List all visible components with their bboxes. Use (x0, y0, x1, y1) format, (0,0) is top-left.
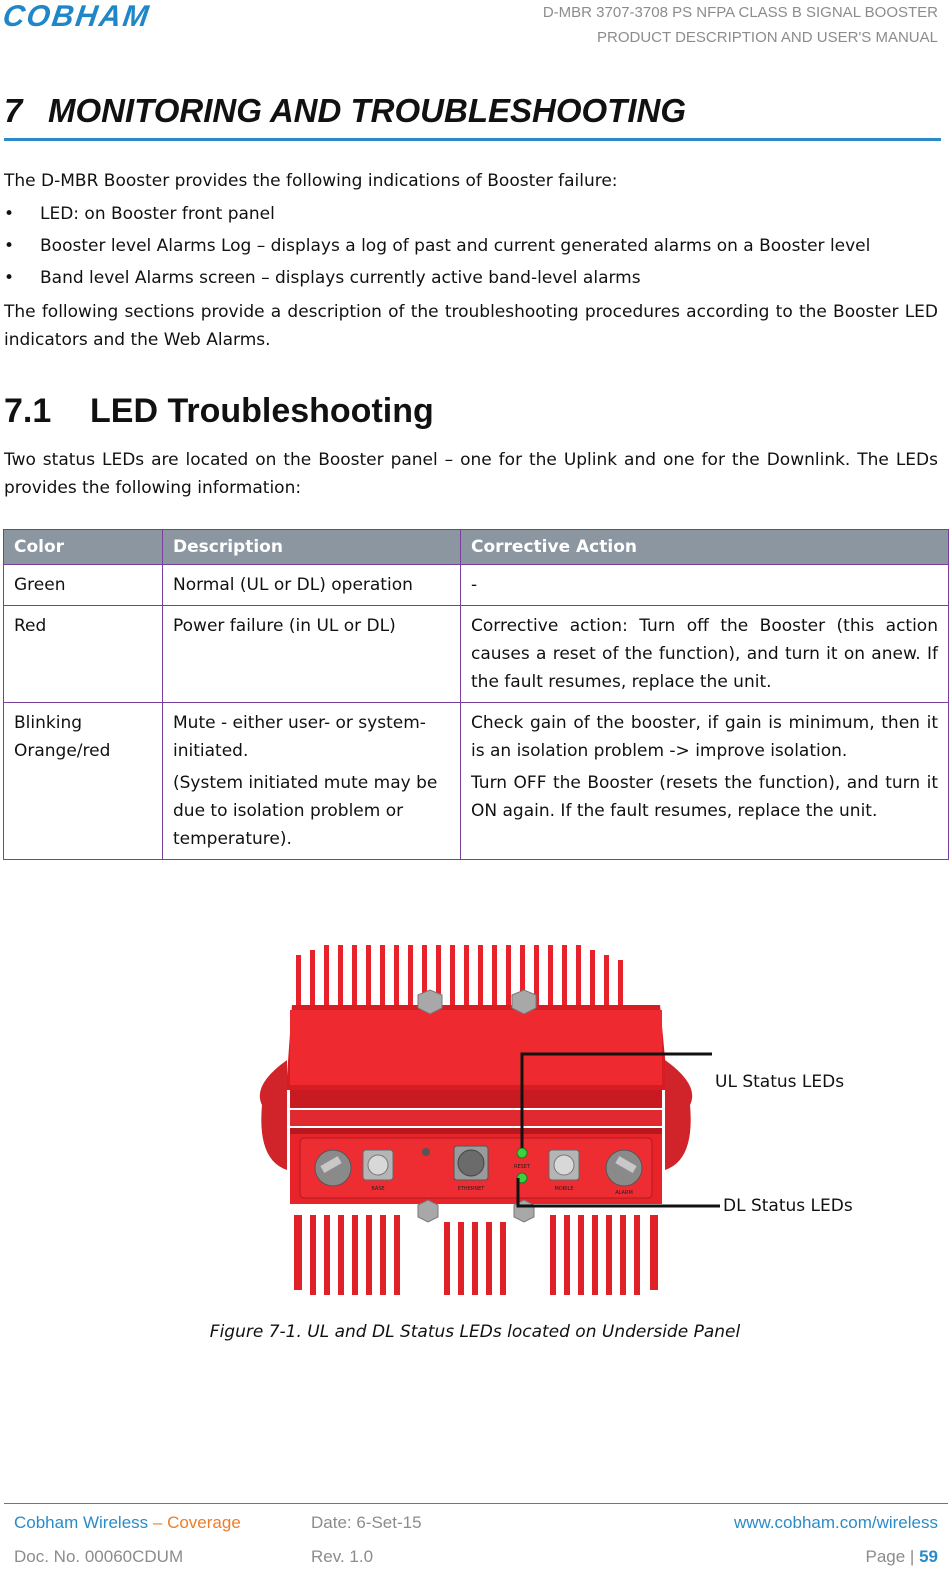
section-title: MONITORING AND TROUBLESHOOTING (48, 92, 686, 129)
footer-page (866, 1547, 939, 1567)
header-title-line1: D-MBR 3707-3708 PS NFPA CLASS B SIGNAL BOOSTER (542, 4, 938, 21)
table-row (4, 606, 949, 703)
company-coverage: Coverage (167, 1513, 241, 1532)
led-table (3, 529, 949, 860)
page-number: 59 (919, 1547, 938, 1566)
action-line: Check gain of the booster, if gain is minimum, then it is an isolation problem -> improve isolation. (471, 713, 938, 761)
bullet-item: • Booster level Alarms Log – displays a log of past and current generated alarms on a Booster level (4, 236, 871, 256)
cell-description: Normal (UL or DL) operation (163, 565, 461, 606)
footer-rule (4, 1503, 948, 1504)
page-label: Page | (865, 1547, 920, 1566)
footer-company (14, 1513, 241, 1533)
panel-label-base: BASE (371, 1186, 385, 1192)
cell-color: Green (4, 565, 163, 606)
footer-revision: Rev. 1.0 (311, 1547, 374, 1566)
heading-rule (4, 138, 941, 141)
document-header (543, 0, 938, 50)
company-name: Cobham Wireless (14, 1513, 149, 1532)
footer-url[interactable]: www.cobham.com/wireless (733, 1513, 938, 1532)
cell-description: Power failure (in UL or DL) (163, 606, 461, 703)
bullet-text: LED: on Booster front panel (40, 204, 275, 224)
led-paragraph: Two status LEDs are located on the Booster panel – one for the Uplink and one for the Downlink. The LEDs provides the following information: (4, 450, 938, 498)
panel-label-reset: RESET (513, 1164, 531, 1170)
dl-status-leds-label: DL Status LEDs (723, 1196, 853, 1216)
description-line: Mute - either user- or system-initiated. (173, 713, 426, 761)
section-heading (4, 92, 686, 130)
section-number: 7 (4, 92, 23, 129)
bullet-item: • LED: on Booster front panel (4, 204, 275, 224)
subsection-title: LED Troubleshooting (90, 392, 434, 430)
cell-action (461, 703, 949, 860)
intro-paragraph: The D-MBR Booster provides the following indications of Booster failure: (4, 171, 618, 191)
footer-doc-number: Doc. No. 00060CDUM (14, 1547, 184, 1566)
cell-description (163, 703, 461, 860)
cell-action: - (461, 565, 949, 606)
header-corrective-action: Corrective Action (461, 530, 949, 565)
header-title-line2: PRODUCT DESCRIPTION AND USER'S MANUAL (597, 29, 938, 46)
cell-color: Blinking Orange/red (4, 703, 163, 860)
figure-caption: Figure 7-1. UL and DL Status LEDs located on Underside Panel (209, 1322, 741, 1342)
table-header-row (4, 530, 949, 565)
bullet-text: Band level Alarms screen – displays currently active band-level alarms (40, 268, 641, 288)
left-bracket (260, 1060, 287, 1170)
right-bracket (665, 1060, 692, 1170)
heat-sink-fins-bottom (294, 1215, 658, 1295)
header-color: Color (4, 530, 163, 565)
panel-label-mobile: MOBILE (554, 1186, 574, 1192)
action-line: Turn OFF the Booster (resets the function), and turn it ON again. If the fault resumes, replace the unit. (471, 773, 938, 821)
panel-label-alarm: ALARM (615, 1190, 633, 1196)
panel-label-ethernet: ETHERNET (457, 1186, 485, 1192)
cobham-logo: COBHAM (0, 0, 153, 33)
ul-status-led (517, 1148, 527, 1158)
description-note: (System initiated mute may be due to isolation problem or temperature). (173, 773, 438, 849)
bullet-item: • Band level Alarms screen – displays currently active band-level alarms (4, 268, 641, 288)
bullet-text: Booster level Alarms Log – displays a log of past and current generated alarms on a Booster level (40, 236, 871, 256)
subsection-heading (4, 392, 434, 431)
heat-sink-fins-top (296, 945, 623, 1015)
booster-figure (0, 930, 950, 1310)
cell-action: Corrective action: Turn off the Booster (this action causes a reset of the function), and turn it on anew. If the fault resumes, replace the unit. (461, 606, 949, 703)
subsection-number: 7.1 (4, 392, 52, 430)
procedures-paragraph: The following sections provide a description of the troubleshooting procedures according to the Booster LED indicators and the Web Alarms. (4, 302, 938, 350)
company-dash: – (148, 1513, 168, 1532)
ul-status-leds-label: UL Status LEDs (715, 1072, 845, 1092)
header-description: Description (163, 530, 461, 565)
footer-date: Date: 6-Set-15 (311, 1513, 422, 1532)
table-row (4, 565, 949, 606)
table-row (4, 703, 949, 860)
cell-color: Red (4, 606, 163, 703)
